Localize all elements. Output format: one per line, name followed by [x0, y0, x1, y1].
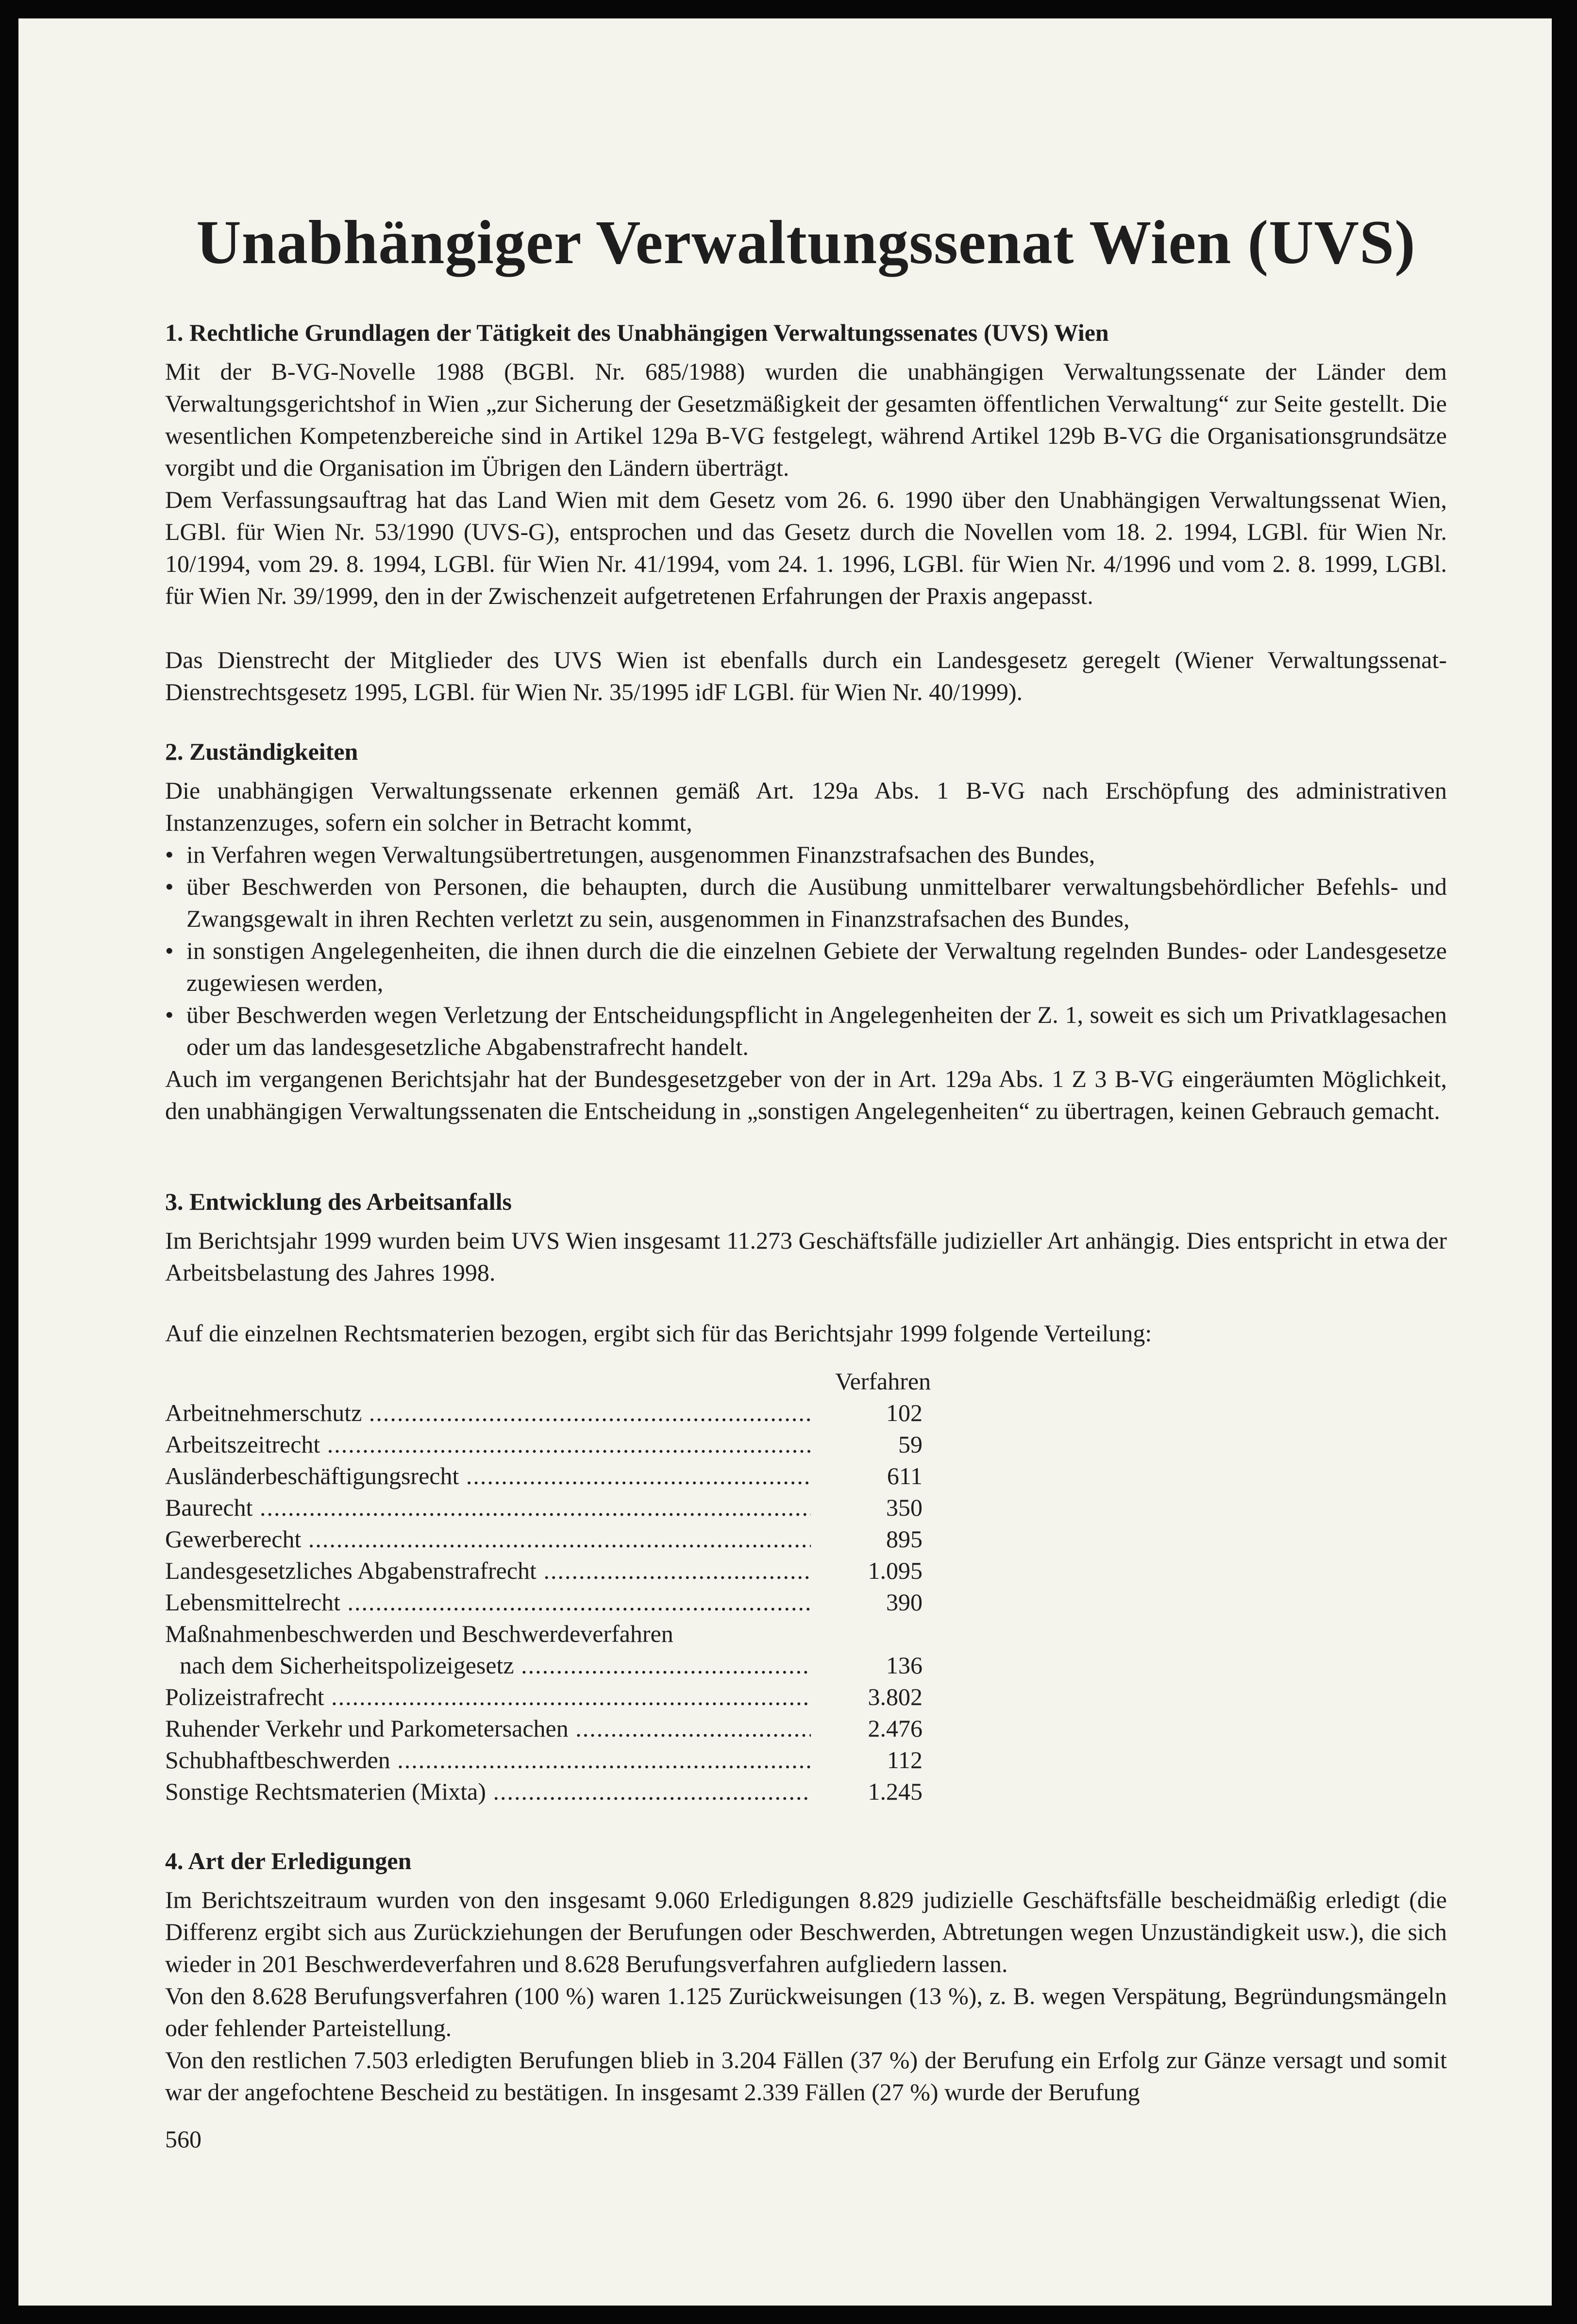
list-item: • in sonstigen Angelegenheiten, die ihnen durch die die einzelnen Gebiete der Verwaltung regelnden Bundes- oder Landesgesetze zugewiesen werden,	[165, 935, 1447, 999]
table-row	[165, 1555, 923, 1587]
table-row-value: 350	[886, 1494, 923, 1521]
table-row-label: Landesgesetzliches Abgabenstrafrecht .....	[165, 1555, 811, 1587]
section-1-paragraph-1: Mit der B-VG-Novelle 1988 (BGBl. Nr. 685/1988) wurden die unabhängigen Verwaltungssenate der Länder dem Verwaltungsgerichtshof in Wien „zur Sicherung der Gesetzmäßigkeit der gesamten öffentlichen Verwaltung“ zur Seite gestellt. Die wesentlichen Kompetenzbereiche sind in Artikel 129a B-VG festgelegt, während Artikel 129b B-VG die Organisationsgrundsätze vorgibt und die Organisation im Übrigen den Ländern überträgt.	[165, 358, 1447, 481]
section-4-paragraph-2: Von den 8.628 Berufungsverfahren (100 %) waren 1.125 Zurückweisungen (13 %), z. B. wegen Verspätung, Begründungsmängeln oder fehlender Parteistellung.	[165, 1982, 1447, 2041]
table-row-value: 59	[898, 1431, 923, 1458]
bullet-icon: •	[165, 937, 174, 964]
table-row	[165, 1713, 923, 1744]
section-3-paragraph-2: Auf die einzelnen Rechtsmaterien bezogen, ergibt sich für das Berichtsjahr 1999 folgende Verteilung:	[165, 1320, 1152, 1347]
table-row	[165, 1744, 923, 1776]
table-row-label: Sonstige Rechtsmaterien (Mixta) .....	[165, 1776, 811, 1807]
table-row-label: Gewerberecht .....	[165, 1523, 811, 1555]
table-row	[165, 1460, 923, 1492]
table-row	[165, 1618, 923, 1650]
bullet-icon: •	[165, 841, 174, 868]
table-row-value: 611	[887, 1462, 923, 1489]
table-row-label: Maßnahmenbeschwerden und Beschwerdeverfahren	[165, 1620, 673, 1647]
table-row-value: 2.476	[868, 1715, 923, 1742]
document-page	[18, 18, 1552, 2306]
table-row-label: Ausländerbeschäftigungsrecht .....	[165, 1460, 811, 1492]
bullet-icon: •	[165, 873, 174, 900]
table-row-value: 3.802	[868, 1683, 923, 1710]
section-4-heading: 4. Art der Erledigungen	[165, 1847, 412, 1874]
list-item: • über Beschwerden von Personen, die behaupten, durch die Ausübung unmittelbarer verwaltungsbehördlicher Befehls- und Zwangsgewalt in ihren Rechten verletzt zu sein, ausgenommen in Finanzstrafsachen des Bundes,	[165, 870, 1447, 935]
table-row-value: 136	[886, 1652, 923, 1679]
table-row	[165, 1523, 923, 1555]
section-4-paragraph-3: Von den restlichen 7.503 erledigten Berufungen blieb in 3.204 Fällen (37 %) der Berufung ein Erfolg zur Gänze versagt und somit war der angefochtene Bescheid zu bestätigen. In insgesamt 2.339 Fällen (27 %) wurde der Berufung	[165, 2046, 1447, 2106]
table-column-header: Verfahren	[835, 1368, 931, 1395]
table-row-value: 102	[886, 1399, 923, 1426]
section-1-paragraph-2: Dem Verfassungsauftrag hat das Land Wien mit dem Gesetz vom 26. 6. 1990 über den Unabhängigen Verwaltungssenat Wien, LGBl. für Wien Nr. 53/1990 (UVS-G), entsprochen und das Gesetz durch die Novellen vom 18. 2. 1994, LGBl. für Wien Nr. 10/1994, vom 29. 8. 1994, LGBl. für Wien Nr. 41/1994, vom 24. 1. 1996, LGBl. für Wien Nr. 4/1996 und vom 2. 8. 1999, LGBl. für Wien Nr. 39/1999, den in der Zwischenzeit aufgetretenen Erfahrungen der Praxis angepasst.	[165, 486, 1447, 609]
list-item: • über Beschwerden wegen Verletzung der Entscheidungspflicht in Angelegenheiten der Z. 1, soweit es sich um Privatklagesachen oder um das landesgesetzliche Abgabenstrafrecht handelt.	[165, 999, 1447, 1063]
table-row	[165, 1587, 923, 1618]
table-row	[165, 1681, 923, 1713]
section-4-paragraph-1: Im Berichtszeitraum wurden von den insgesamt 9.060 Erledigungen 8.829 judizielle Geschäftsfälle bescheidmäßig erledigt (die Differenz ergibt sich aus Zurückziehungen der Berufungen oder Beschwerden, Abtretungen wegen Unzuständigkeit usw.), die sich wieder in 201 Beschwerdeverfahren und 8.628 Berufungsverfahren aufgliedern lassen.	[165, 1886, 1447, 1977]
table-row	[165, 1397, 923, 1429]
section-1-paragraph-3: Das Dienstrecht der Mitglieder des UVS Wien ist ebenfalls durch ein Landesgesetz geregelt (Wiener Verwaltungssenat-Dienstrechtsgesetz 1995, LGBl. für Wien Nr. 35/1995 idF LGBl. für Wien Nr. 40/1999).	[165, 646, 1447, 705]
table-row-label: nach dem Sicherheitspolizeigesetz .....	[165, 1650, 811, 1681]
table-row-label: Arbeitnehmerschutz .....	[165, 1397, 811, 1429]
section-1-heading: 1. Rechtliche Grundlagen der Tätigkeit des Unabhängigen Verwaltungssenates (UVS) Wien	[165, 319, 1109, 346]
section-3-heading: 3. Entwicklung des Arbeitsanfalls	[165, 1188, 512, 1215]
table-row-label: Schubhaftbeschwerden .....	[165, 1744, 811, 1776]
page-title: Unabhängiger Verwaltungssenat Wien (UVS)	[196, 208, 1416, 277]
page-number: 560	[165, 2125, 201, 2153]
table-row	[165, 1776, 923, 1807]
section-2-heading: 2. Zuständigkeiten	[165, 738, 358, 765]
table-row-label: Lebensmittelrecht .....	[165, 1587, 811, 1618]
table-row-value: 895	[886, 1525, 923, 1553]
table-row	[165, 1429, 923, 1460]
bullet-icon: •	[165, 1001, 174, 1028]
table-row	[165, 1650, 923, 1681]
table-row-value: 1.095	[868, 1557, 923, 1584]
table-row-value: 1.245	[868, 1778, 923, 1805]
competence-list	[165, 838, 1447, 1063]
section-3-paragraph-1: Im Berichtsjahr 1999 wurden beim UVS Wien insgesamt 11.273 Geschäftsfälle judizieller Art anhängig. Dies entspricht in etwa der Arbeitsbelastung des Jahres 1998.	[165, 1227, 1447, 1286]
table-row-label: Polizeistrafrecht .....	[165, 1681, 811, 1713]
section-2-outro: Auch im vergangenen Berichtsjahr hat der Bundesgesetzgeber von der in Art. 129a Abs. 1 Z 3 B-VG eingeräumten Möglichkeit, den unabhängigen Verwaltungssenaten die Entscheidung in „sonstigen Angelegenheiten“ zu übertragen, keinen Gebrauch gemacht.	[165, 1065, 1447, 1124]
table-row-value: 112	[887, 1746, 923, 1773]
table-row-label: Baurecht .....	[165, 1492, 811, 1523]
table-row-value: 390	[886, 1588, 923, 1616]
table-row-label: Arbeitszeitrecht .....	[165, 1429, 811, 1460]
table-row	[165, 1492, 923, 1523]
table-row-label: Ruhender Verkehr und Parkometersachen .....	[165, 1713, 811, 1744]
section-2-intro: Die unabhängigen Verwaltungssenate erkennen gemäß Art. 129a Abs. 1 B-VG nach Erschöpfung des administrativen Instanzenzuges, sofern ein solcher in Betracht kommt,	[165, 777, 1447, 836]
list-item: • in Verfahren wegen Verwaltungsübertretungen, ausgenommen Finanzstrafsachen des Bundes,	[165, 838, 1447, 870]
